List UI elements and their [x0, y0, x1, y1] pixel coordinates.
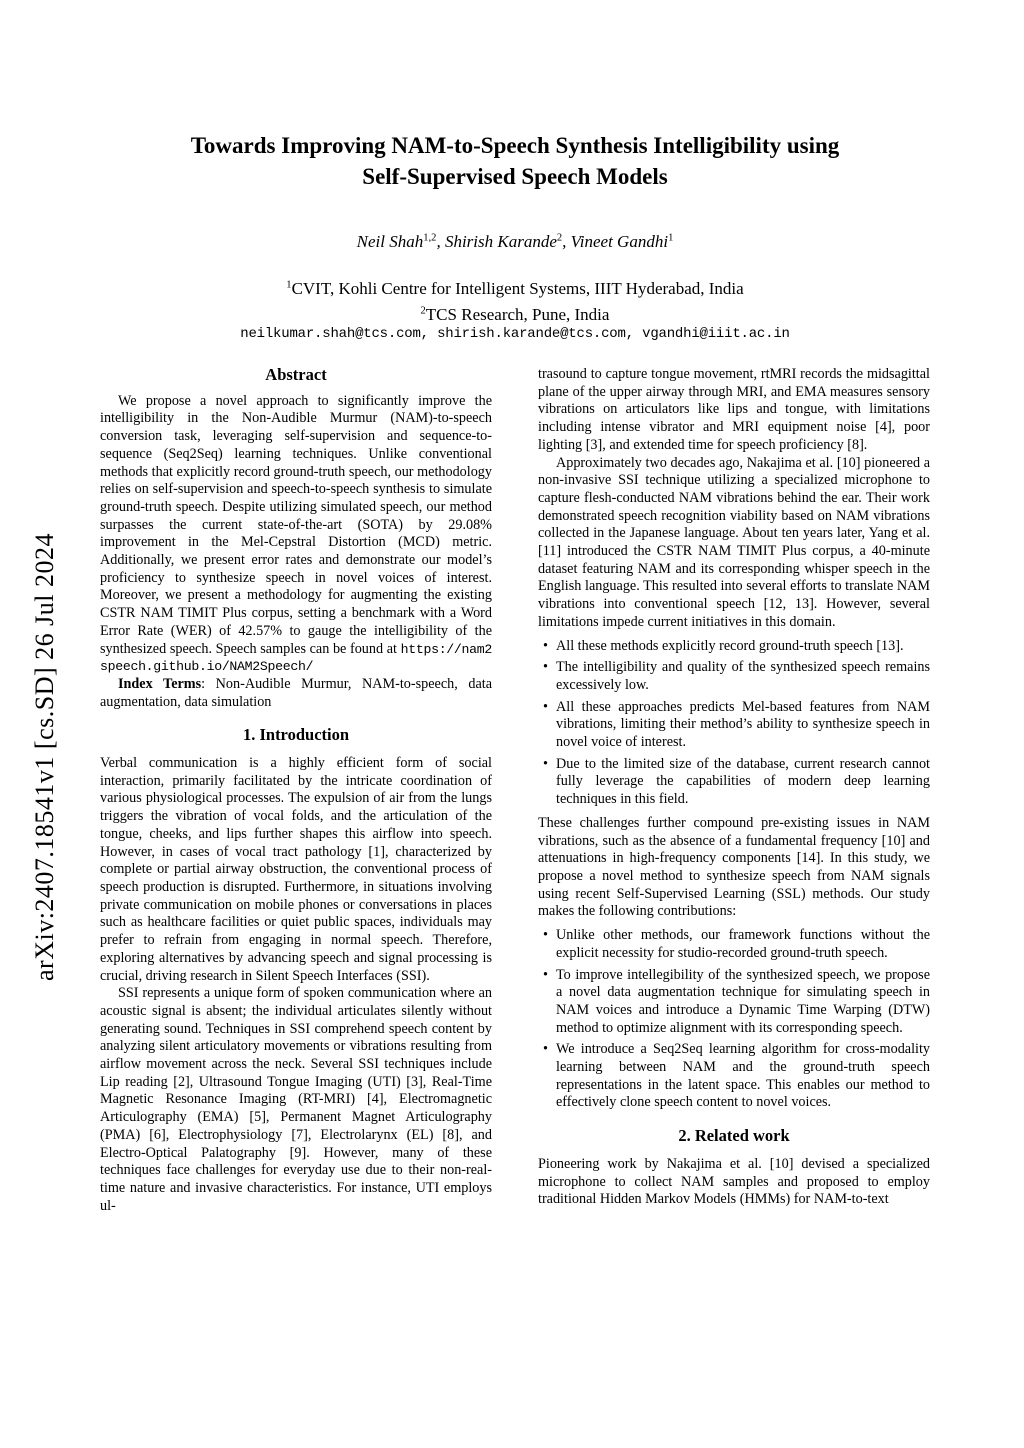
bullet-icon: •	[543, 1041, 548, 1058]
author-line	[100, 232, 930, 252]
author-emails: neilkumar.shah@tcs.com, shirish.karande@tcs.com, vgandhi@iiit.ac.in	[240, 326, 790, 342]
limitations-bullet-list	[538, 638, 930, 809]
abstract-text: We propose a novel approach to significantly improve the intelligibility in the Non-Audible Murmur (NAM)-to-speech conversion task, leveraging self-supervision and sequence-to-sequence (Seq2Seq) learning techniques. Unlike conventional methods that explicitly record ground-truth speech, our methodology relies on self-supervision and speech-to-speech synthesis to simulate ground-truth speech. Despite utilizing simulated speech, our method surpasses the current state-of-the-art (SOTA) by 29.08% improvement in the Mel-Cepstral Distortion (MCD) metric. Additionally, we present error rates and demonstrate our model’s proficiency to synthesize speech in novel voices of interest. Moreover, we present a methodology for augmenting the existing CSTR NAM TIMIT Plus corpus, setting a benchmark with a Word Error Rate (WER) of 42.57% to gauge the intelligibility of the synthesized speech. Speech samples can be found at	[100, 392, 492, 657]
affiliation-2: $^2$TCS Research, Pune, India	[420, 305, 610, 324]
index-terms-text: : Non-Audible Murmur, NAM-to-speech, data augmentation, data simulation	[100, 675, 492, 710]
left-column	[100, 366, 492, 1215]
bullet-icon: •	[543, 659, 548, 676]
author-2-affiliation-marker: 2	[556, 232, 563, 244]
related-work-paragraph: Pioneering work by Nakajima et al. [10] devised a specialized microphone to collect NAM samples and proposed to employ traditional Hidden Markov Models (HMMs) for NAM-to-text	[538, 1155, 930, 1208]
list-item: • To improve intellegibility of the synthesized speech, we propose a novel data augmentation technique for simulating speech in NAM voices and introduce a Dynamic Time Warping (DTW) method to optimize alignment with its corresponding speech.	[538, 967, 930, 1038]
paper-title-line2: Self-Supervised Speech Models	[362, 164, 668, 189]
paper-title	[100, 130, 930, 192]
list-item: • All these methods explicitly record ground-truth speech [13].	[538, 638, 930, 656]
index-terms-label: Index Terms	[118, 675, 202, 692]
section-heading-introduction: 1. Introduction	[242, 725, 350, 745]
list-item: • Unlike other methods, our framework functions without the explicit necessity for studio-recorded ground-truth speech.	[538, 927, 930, 962]
abstract-paragraph	[100, 393, 492, 676]
author-2: Shirish Karande$^2$,	[444, 232, 571, 251]
index-terms-paragraph	[100, 676, 492, 711]
bullet-icon: •	[543, 966, 548, 983]
intro-paragraph-2: SSI represents a unique form of spoken communication where an acoustic signal is absent; the individual articulates silently without generating sound. Techniques in SSI comprehend speech content by analyzing silent articulatory movements or vibrations resulting from airflow movement across the neck. Several SSI techniques include Lip reading [2], Ultrasound Tongue Imaging (UTI) [3], Real-Time Magnetic Resonance Imaging (RT-MRI) [4], Electromagnetic Articulography (EMA) [5], Permanent Magnet Articulography (PMA) [6], Electrophysiology [7], Electrolarynx (EL) [8], and Electro-Optical Palatography [9]. However, many of these techniques face challenges for everyday use due to their non-real-time nature and invasive characteristics. For instance, UTI employs ul-	[100, 985, 492, 1214]
paper-title-line1: Towards Improving NAM-to-Speech Synthesis Intelligibility using	[190, 133, 840, 158]
intro-paragraph-1: Verbal communication is a highly efficient form of social interaction, primarily facilitated by the intricate coordination of various physiological processes. The expulsion of air from the lungs triggers the vibration of vocal folds, and the articulation of the tongue, cheeks, and lips further shapes this airflow into speech. However, in cases of vocal tract pathology [1], characterized by complete or partial airway obstruction, the conventional process of speech production is disrupted. Furthermore, in situations involving private communication on mobile phones or conversations in places such as healthcare facilities or quiet public spaces, individuals may prefer to refrain from engaging in normal speech. Therefore, exploring alternatives by advancing speech and signal processing is crucial, driving research in Silent Speech Interfaces (SSI).	[100, 755, 492, 984]
list-item: • The intelligibility and quality of the synthesized speech remains excessively low.	[538, 659, 930, 694]
list-item: • All these approaches predicts Mel-based features from NAM vibrations, limiting their method’s ability to synthesize speech in novel voice of interest.	[538, 699, 930, 752]
challenges-paragraph: These challenges further compound pre-existing issues in NAM vibrations, such as the absence of a fundamental frequency [10] and attenuations in high-frequency components [14]. In this study, we propose a novel method to synthesize speech from NAM signals using recent Self-Supervised Learning (SSL) methods. Our study makes the following contributions:	[538, 814, 930, 920]
section-heading-related-work: 2. Related work	[678, 1126, 790, 1146]
affiliations	[100, 276, 930, 328]
intro-paragraph-continued: trasound to capture tongue movement, rtMRI records the midsagittal plane of the upper airway through MRI, and EMA measures sensory vibrations on articulators like lips and tongue, with limitations including intense vibrator and MRI equipment noise [4], poor lighting [3], and extended time for speech proficiency [8].	[538, 366, 930, 453]
samples-url-link[interactable]: https://nam2speech.github.io/NAM2Speech/	[100, 641, 492, 675]
bullet-icon: •	[543, 698, 548, 715]
arxiv-sidebar-label: arXiv:2407.18541v1 [cs.SD] 26 Jul 2024	[30, 533, 59, 981]
bullet-icon: •	[543, 755, 548, 772]
author-1-affiliation-marker: 1,2	[423, 232, 437, 244]
abstract-heading: Abstract	[265, 365, 327, 384]
contributions-bullet-list	[538, 927, 930, 1112]
nakajima-paragraph: Approximately two decades ago, Nakajima et al. [10] pioneered a non-invasive SSI technique utilizing a specialized microphone to capture flesh-conducted NAM vibrations behind the ear. Their work demonstrated speech recognition viability based on NAM vibrations collected in the Japanese language. About ten years later, Yang et al. [11] introduced the CSTR NAM TIMIT Plus corpus, a 40-minute dataset featuring NAM and its corresponding whisper speech in the English language. This resulted into several efforts to translate NAM vibrations into conventional speech [12, 13]. However, several limitations impede current initiatives in this domain.	[538, 454, 930, 630]
affiliation-1: $^1$CVIT, Kohli Centre for Intelligent Systems, IIIT Hyderabad, India	[286, 279, 744, 298]
list-item: • We introduce a Seq2Seq learning algorithm for cross-modality learning between NAM and the ground-truth speech representations in the latent space. This enables our method to effectively clone speech content to novel voices.	[538, 1041, 930, 1112]
author-1: Neil Shah$^{1,2}$,	[356, 232, 445, 251]
list-item: • Due to the limited size of the database, current research cannot fully leverage the capabilities of modern deep learning techniques in this field.	[538, 756, 930, 809]
bullet-icon: •	[543, 637, 548, 654]
right-column	[538, 366, 930, 1209]
author-3: Vineet Gandhi$^1$	[570, 232, 674, 251]
author-3-affiliation-marker: 1	[668, 232, 674, 244]
bullet-icon: •	[543, 927, 548, 944]
